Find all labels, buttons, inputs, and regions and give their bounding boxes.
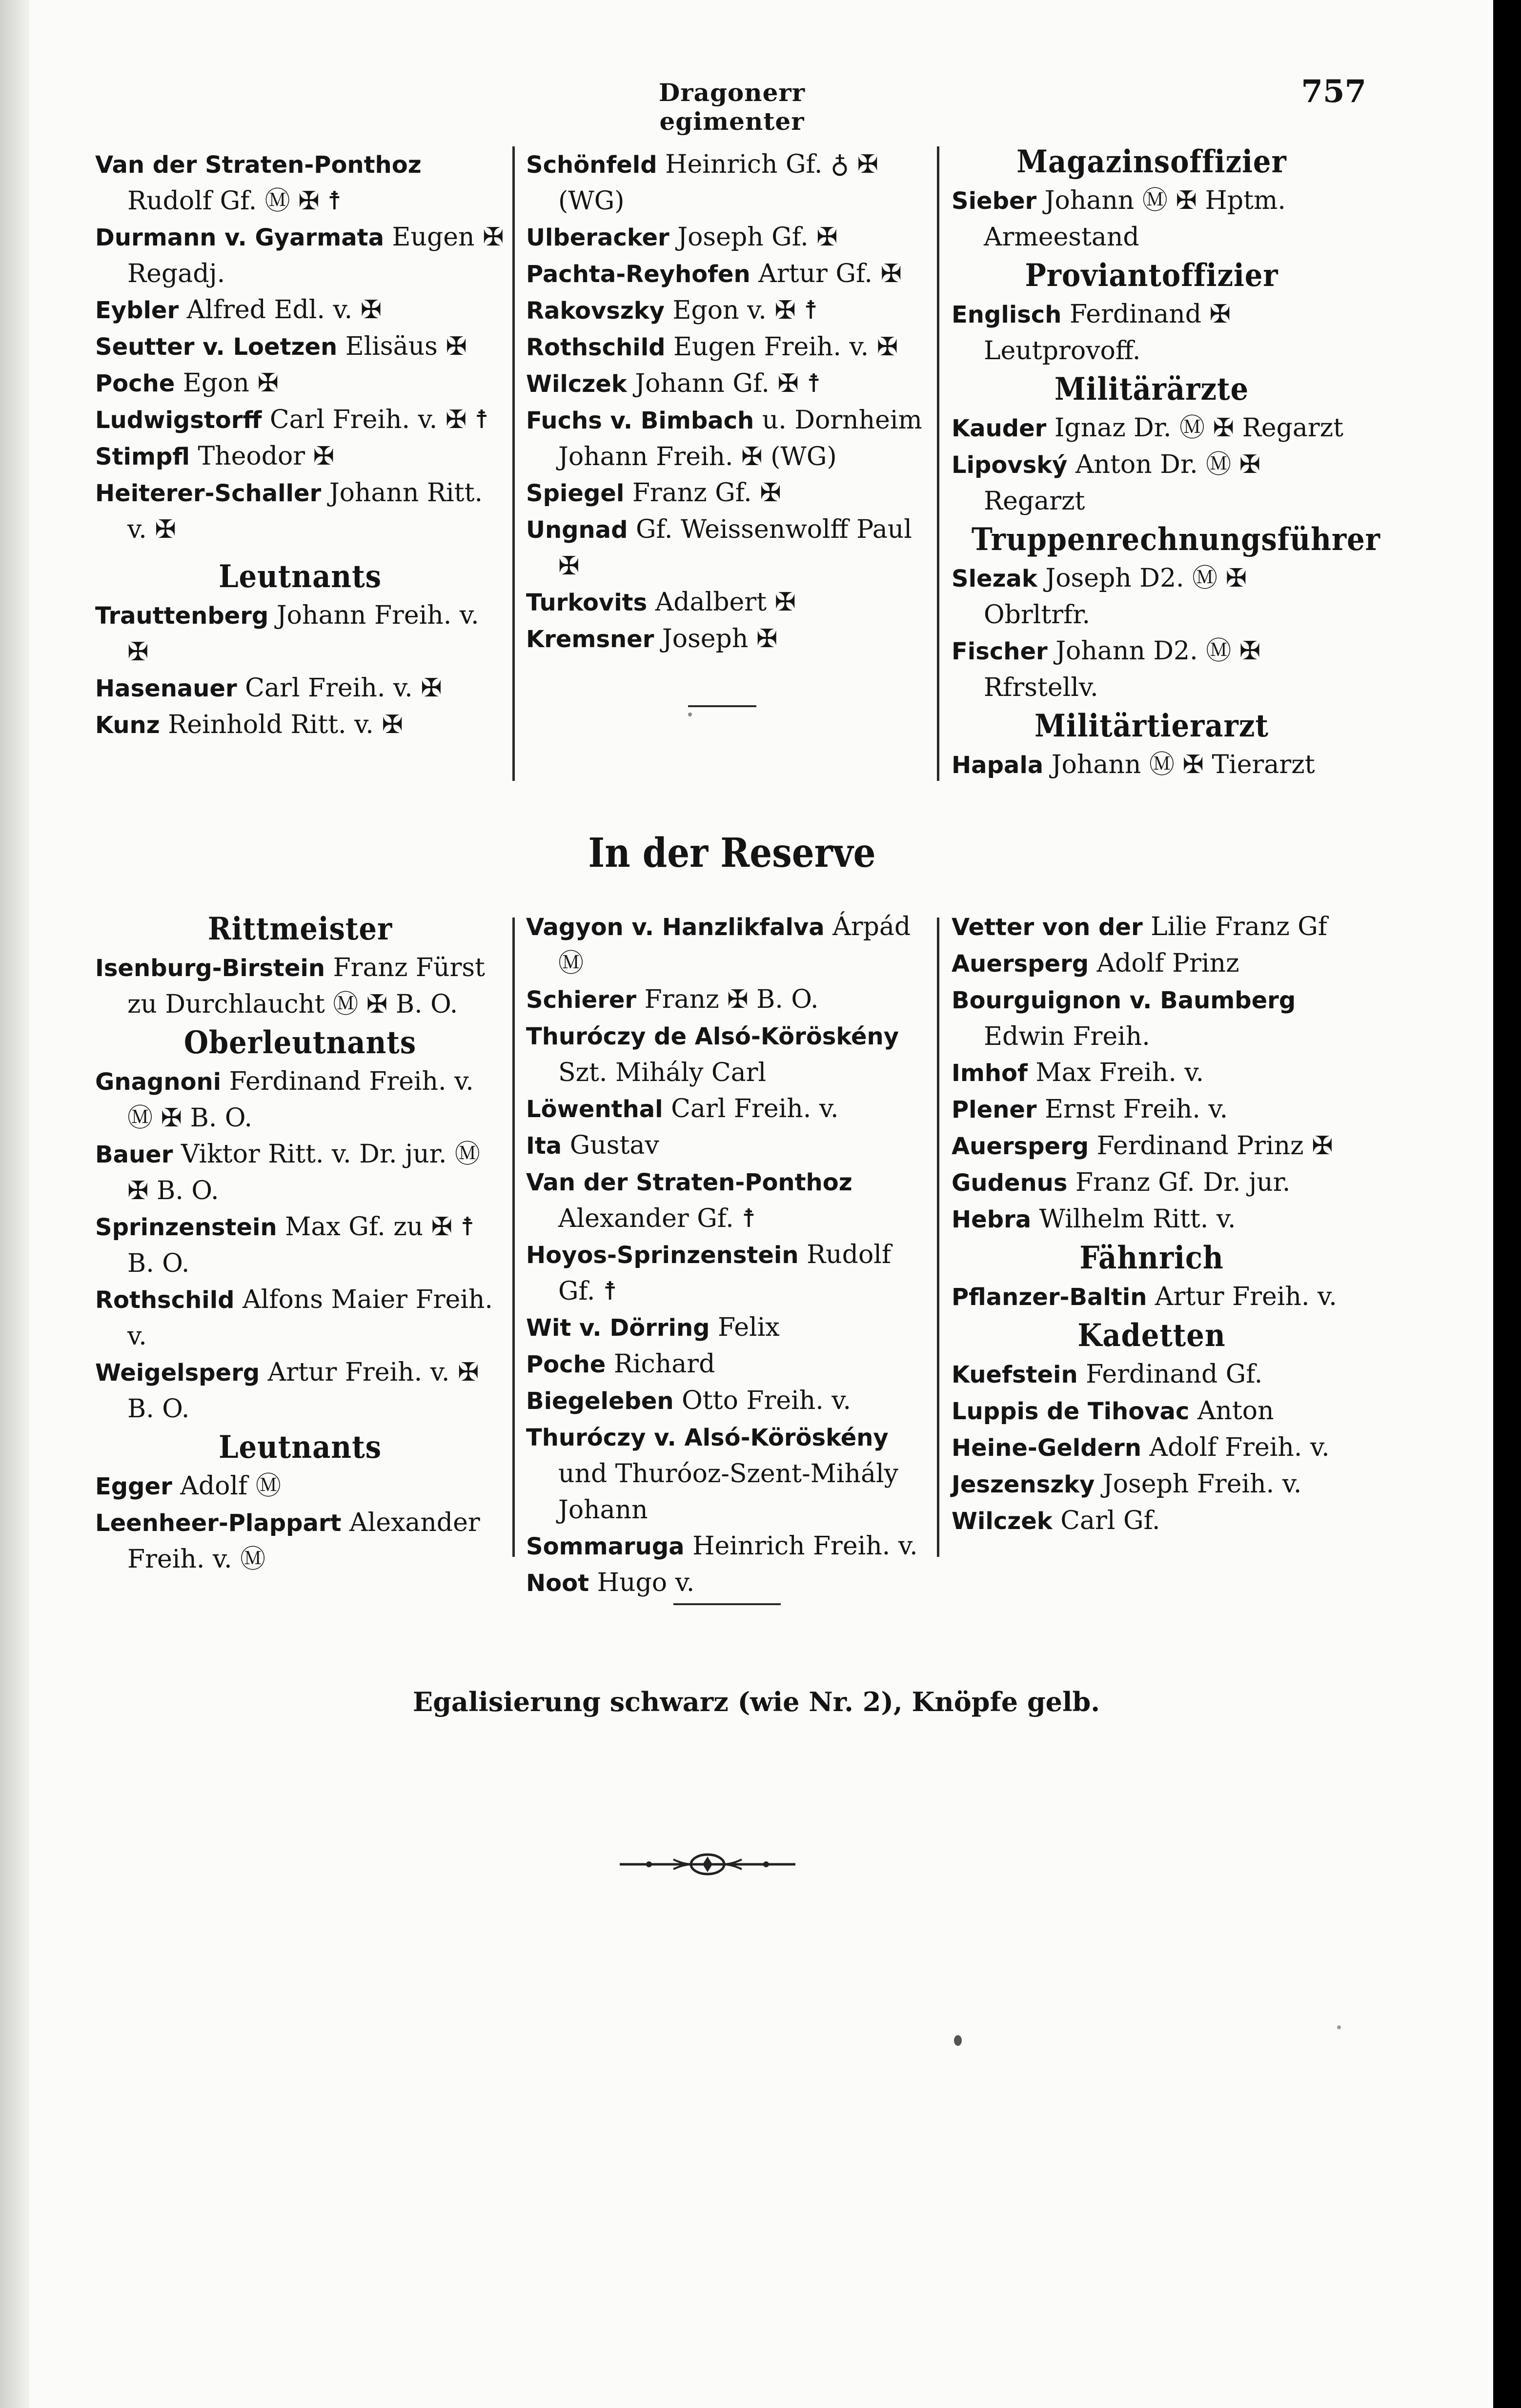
roster-entry: Biegeleben Otto Freih. v.	[526, 1386, 852, 1415]
roster-entry: Wilczek Johann Gf. ✠ ☨	[526, 369, 821, 398]
roster-entry: Poche Richard	[526, 1349, 715, 1379]
heading-truppenrechnungsfuehrer: Truppenrechnungsführer	[972, 521, 1380, 558]
roster-entry: Heine-Geldern Adolf Freih. v.	[952, 1433, 1330, 1462]
heading-leutnants: Leutnants	[219, 1429, 382, 1466]
heading-militaeraerzte: Militärärzte	[1054, 371, 1249, 408]
roster-entry: Gnagnoni Ferdinand Freih. v. Ⓜ ✠ B. O.	[95, 1067, 474, 1133]
roster-entry: Gudenus Franz Gf. Dr. jur.	[952, 1168, 1291, 1197]
print-speck	[1337, 2025, 1341, 2029]
roster-entry: Pflanzer-Baltin Artur Freih. v.	[952, 1282, 1337, 1311]
roster-entry: Bauer Viktor Ritt. v. Dr. jur. Ⓜ ✠ B. O.	[95, 1140, 480, 1205]
bottom-column-1	[95, 909, 505, 1577]
roster-entry: Durmann v. Gyarmata Eugen ✠ Regadj.	[95, 223, 504, 288]
roster-entry: Sommaruga Heinrich Freih. v.	[526, 1531, 918, 1561]
entry-list	[952, 183, 1352, 255]
roster-entry: Thuróczy de Alsó-Köröskény Szt. Mihály Carl	[526, 1023, 899, 1087]
short-rule	[673, 1603, 781, 1605]
entry-list	[952, 1356, 1352, 1539]
entry-list	[952, 410, 1352, 519]
roster-entry: Fuchs v. Bimbach u. Dornheim Johann Freih. ✠ (WG)	[526, 406, 922, 471]
roster-entry: Noot Hugo v.	[526, 1568, 695, 1597]
running-title: Dragonerr egimenter	[658, 78, 806, 136]
roster-entry: Sprinzenstein Max Gf. zu ✠ ☨ B. O.	[95, 1212, 475, 1278]
roster-entry: Kunz Reinhold Ritt. v. ✠	[95, 710, 403, 739]
roster-entry: Schierer Franz ✠ B. O.	[526, 985, 819, 1014]
roster-entry: Ludwigstorff Carl Freih. v. ✠ ☨	[95, 405, 489, 434]
ornament-icon	[620, 1850, 795, 1879]
roster-entry: Slezak Joseph D2. Ⓜ ✠ Obrltrfr.	[952, 564, 1247, 630]
roster-entry: Leenheer-Plappart Alexander Freih. v. Ⓜ	[95, 1508, 480, 1574]
entry-list	[952, 1279, 1352, 1315]
heading-oberleutnants: Oberleutnants	[183, 1024, 417, 1061]
heading-proviantoffizier: Proviantoffizier	[1025, 257, 1278, 294]
top-column-1	[95, 146, 505, 743]
short-rule	[688, 705, 756, 707]
entry-list	[952, 560, 1352, 706]
column-divider	[512, 146, 515, 781]
roster-entry: Rakovszky Egon v. ✠ ☨	[526, 296, 818, 325]
roster-entry: Sieber Johann Ⓜ ✠ Hptm. Armeestand	[952, 186, 1286, 252]
roster-entry: Plener Ernst Freih. v.	[952, 1095, 1228, 1124]
roster-entry: Jeszenszky Joseph Freih. v.	[952, 1469, 1302, 1499]
print-speck	[954, 2035, 962, 2046]
roster-entry: Poche Egon ✠	[95, 368, 279, 398]
roster-entry: Ulberacker Joseph Gf. ✠	[526, 223, 838, 252]
roster-entry: Auersperg Adolf Prinz	[952, 949, 1239, 978]
roster-entry: Kremsner Joseph ✠	[526, 624, 778, 653]
roster-entry: Kuefstein Ferdinand Gf.	[952, 1360, 1263, 1389]
roster-entry: Wilczek Carl Gf.	[952, 1506, 1160, 1535]
roster-entry: Isenburg-Birstein Franz Fürst zu Durchlaucht Ⓜ ✠ B. O.	[95, 953, 485, 1019]
roster-entry: Egger Adolf Ⓜ	[95, 1471, 281, 1501]
roster-entry: Eybler Alfred Edl. v. ✠	[95, 295, 382, 325]
roster-entry: Vetter von der Lilie Franz Gf	[952, 912, 1328, 941]
entry-list	[95, 146, 505, 548]
entry-list	[95, 597, 505, 743]
roster-entry: Löwenthal Carl Freih. v.	[526, 1094, 839, 1123]
reserve-title: In der Reserve	[588, 830, 876, 877]
roster-entry: Weigelsperg Artur Freih. v. ✠ B. O.	[95, 1358, 479, 1424]
entry-list	[526, 909, 936, 1601]
roster-entry: Rothschild Alfons Maier Freih. v.	[95, 1285, 493, 1351]
entry-list	[952, 909, 1352, 1238]
roster-entry: Van der Straten-Ponthoz Alexander Gf. ☨	[526, 1169, 852, 1233]
heading-kadetten: Kadetten	[1077, 1317, 1226, 1354]
roster-entry: Spiegel Franz Gf. ✠	[526, 478, 781, 508]
roster-entry: Imhof Max Freih. v.	[952, 1058, 1204, 1087]
page-edge-shadow	[0, 0, 29, 2408]
roster-entry: Ita Gustav	[526, 1131, 659, 1160]
entry-list	[952, 296, 1352, 369]
roster-entry: Stimpfl Theodor ✠	[95, 442, 335, 471]
roster-entry: Turkovits Adalbert ✠	[526, 588, 796, 617]
roster-entry: Schönfeld Heinrich Gf. ♁ ✠ (WG)	[526, 150, 879, 216]
roster-entry: Vagyon v. Hanzlikfalva Árpád Ⓜ	[526, 912, 911, 978]
roster-entry: Hasenauer Carl Freih. v. ✠	[95, 673, 442, 703]
column-divider	[937, 918, 939, 1557]
entry-list	[952, 747, 1352, 783]
roster-entry: Lipovský Anton Dr. Ⓜ ✠ Regarzt	[952, 450, 1261, 516]
print-speck	[688, 713, 692, 716]
roster-entry: Wit v. Dörring Felix	[526, 1313, 780, 1342]
roster-entry: Ungnad Gf. Weissenwolff Paul ✠	[526, 515, 912, 581]
roster-entry: Englisch Ferdinand ✠ Leutprovoff.	[952, 300, 1231, 366]
entry-list	[526, 146, 936, 657]
bottom-column-3	[952, 909, 1352, 1539]
roster-entry: Kauder Ignaz Dr. Ⓜ ✠ Regarzt	[952, 413, 1344, 443]
entry-list	[95, 1468, 505, 1577]
roster-entry: Hapala Johann Ⓜ ✠ Tierarzt	[952, 750, 1315, 779]
roster-entry: Heiterer-Schaller Johann Ritt. v. ✠	[95, 478, 483, 544]
roster-entry: Luppis de Tihovac Anton	[952, 1396, 1274, 1426]
heading-faehnrich: Fähnrich	[1079, 1240, 1224, 1276]
top-column-3	[952, 142, 1380, 783]
footer-note: Egalisierung schwarz (wie Nr. 2), Knöpfe gelb.	[412, 1686, 1100, 1717]
roster-entry: Seutter v. Loetzen Elisäus ✠	[95, 332, 467, 361]
heading-militaertierarzt: Militärtierarzt	[1034, 708, 1269, 744]
roster-entry: Pachta-Reyhofen Artur Gf. ✠	[526, 259, 902, 288]
entry-list	[95, 950, 505, 1022]
bottom-column-2	[526, 909, 936, 1601]
heading-magazinsoffizier: Magazinsoffizier	[1016, 143, 1287, 180]
column-divider	[937, 146, 939, 781]
page-number: 757	[1301, 73, 1366, 110]
roster-entry: Bourguignon v. Baumberg Edwin Freih.	[952, 987, 1296, 1051]
roster-entry: Trauttenberg Johann Freih. v. ✠	[95, 601, 479, 667]
roster-entry: Auersperg Ferdinand Prinz ✠	[952, 1131, 1333, 1161]
roster-entry: Hebra Wilhelm Ritt. v.	[952, 1204, 1236, 1234]
roster-entry: Thuróczy v. Alsó-Köröskény und Thuróoz-Szent-Mihály Johann	[526, 1424, 899, 1525]
section-heading-leutnants: Leutnants	[219, 558, 382, 595]
roster-entry: Van der Straten-Ponthoz Rudolf Gf. Ⓜ ✠ ☨	[95, 151, 422, 216]
entry-list	[95, 1063, 505, 1427]
roster-entry: Hoyos-Sprinzenstein Rudolf Gf. ☨	[526, 1240, 892, 1306]
column-divider	[512, 918, 515, 1557]
top-column-2	[526, 146, 936, 657]
roster-entry: Fischer Johann D2. Ⓜ ✠ Rfrstellv.	[952, 636, 1261, 702]
heading-rittmeister: Rittmeister	[207, 911, 393, 947]
roster-entry: Rothschild Eugen Freih. v. ✠	[526, 332, 898, 362]
